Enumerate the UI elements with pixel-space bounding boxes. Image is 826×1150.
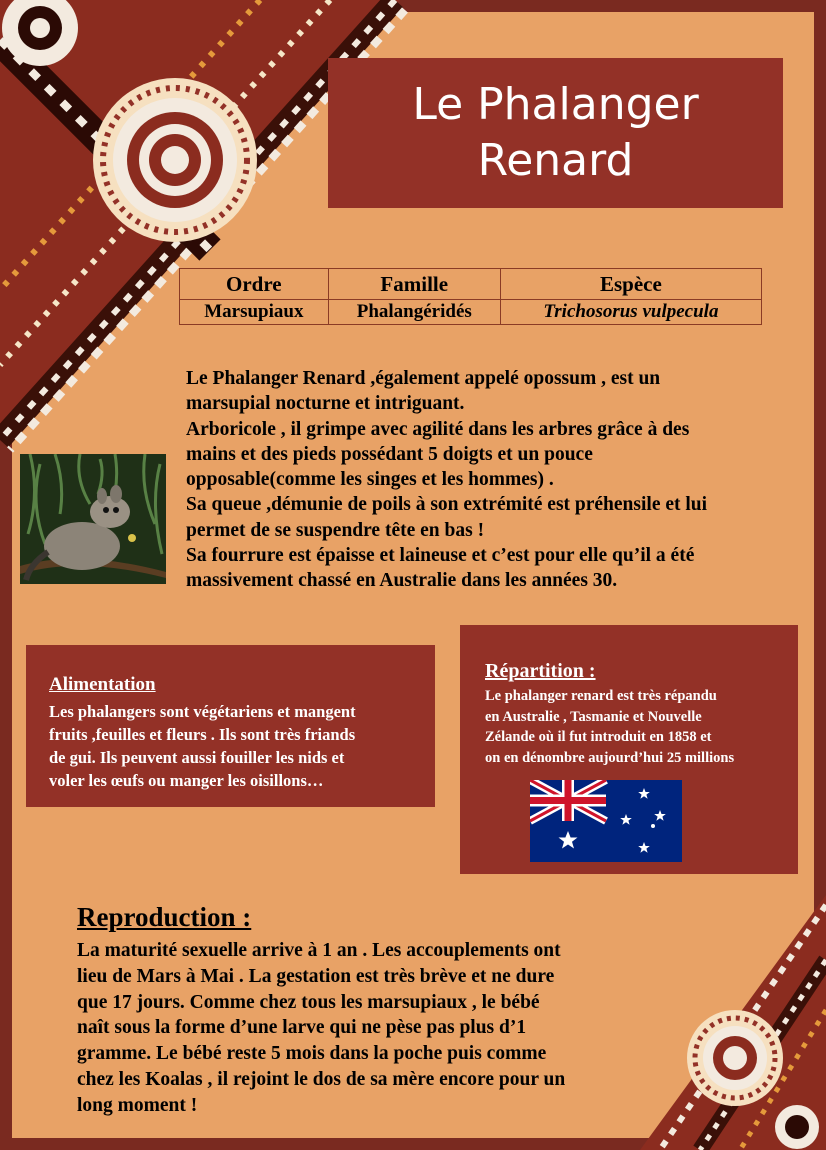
title-banner xyxy=(328,58,783,208)
australia-flag xyxy=(530,780,682,862)
title-line-2: Renard xyxy=(477,135,634,186)
repartition-line: Le phalanger renard est très répandu xyxy=(485,688,717,704)
alimentation-heading: Alimentation xyxy=(49,674,156,695)
classification-header-row xyxy=(180,269,762,300)
intro-line: Sa queue ,démunie de poils à son extrémité est préhensile et lui xyxy=(186,494,708,516)
intro-line: permet de se suspendre tête en bas ! xyxy=(186,519,485,541)
reproduction-line: naît sous la forme d’une larve qui ne pèse pas plus d’1 xyxy=(77,1017,527,1039)
intro-line: Sa fourrure est épaisse et laineuse et c’est pour elle qu’il a été xyxy=(186,545,695,567)
alimentation-text xyxy=(49,700,429,792)
reproduction-line: gramme. Le bébé reste 5 mois dans la poche puis comme xyxy=(77,1043,547,1065)
reproduction-line: chez les Koalas , il rejoint le dos de sa mère encore pour un xyxy=(77,1068,566,1090)
repartition-text xyxy=(485,686,797,768)
reproduction-line: La maturité sexuelle arrive à 1 an . Les accouplements ont xyxy=(77,940,561,961)
reproduction-line: lieu de Mars à Mai . La gestation est très brève et ne dure xyxy=(77,965,555,987)
repartition-line: on en dénombre aujourd’hui 25 millions xyxy=(485,749,735,766)
value-ordre: Marsupiaux xyxy=(180,300,329,325)
intro-line: mains et des pieds possédant 5 doigts et un pouce xyxy=(186,443,593,465)
intro-line: opposable(comme les singes et les hommes) . xyxy=(186,469,554,491)
value-famille: Phalangéridés xyxy=(328,300,500,325)
header-espece: Espèce xyxy=(500,269,761,300)
reproduction-line: que 17 jours. Comme chez tous les marsupiaux , le bébé xyxy=(77,991,540,1013)
value-espece: Trichosorus vulpecula xyxy=(500,300,761,325)
union-jack xyxy=(530,780,606,821)
alimentation-box xyxy=(26,645,435,807)
intro-line: marsupial nocturne et intriguant. xyxy=(186,393,465,415)
header-famille: Famille xyxy=(328,269,500,300)
header-ordre: Ordre xyxy=(180,269,329,300)
alimentation-line: fruits ,feuilles et fleurs . Ils sont très friands xyxy=(49,725,356,744)
intro-line: massivement chassé en Australie dans les années 30. xyxy=(186,570,618,592)
classification-table xyxy=(179,268,762,325)
repartition-line: en Australie , Tasmanie et Nouvelle xyxy=(485,708,702,725)
repartition-line: Zélande où il fut introduit en 1858 et xyxy=(485,729,712,745)
repartition-heading: Répartition : xyxy=(485,660,596,682)
intro-text xyxy=(186,366,806,594)
title-line-1: Le Phalanger xyxy=(412,79,699,130)
alimentation-line: voler les œufs ou manger les oisillons… xyxy=(49,771,324,790)
repartition-box xyxy=(460,625,798,874)
intro-line: Arboricole , il grimpe avec agilité dans les arbres grâce à des xyxy=(186,418,690,440)
classification-value-row xyxy=(180,300,762,325)
alimentation-line: Les phalangers sont végétariens et mangent xyxy=(49,702,356,721)
reproduction-text xyxy=(77,938,677,1119)
intro-line: Le Phalanger Renard ,également appelé opossum , est un xyxy=(186,368,661,389)
alimentation-line: de gui. Ils peuvent aussi fouiller les nids et xyxy=(49,748,345,767)
possum-photo xyxy=(20,454,166,584)
reproduction-heading: Reproduction : xyxy=(77,902,252,932)
reproduction-line: long moment ! xyxy=(77,1094,198,1116)
